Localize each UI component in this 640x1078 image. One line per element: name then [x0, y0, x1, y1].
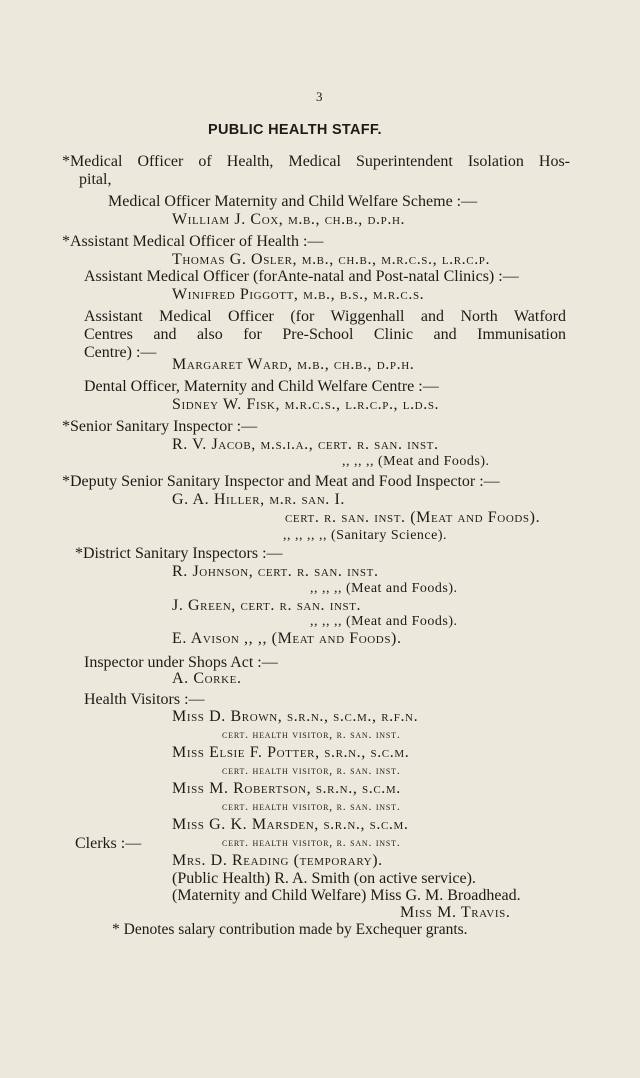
staff-qualification: ,, ,, ,, (Meat and Foods). — [342, 454, 490, 469]
staff-line: Dental Officer, Maternity and Child Welfare Centre :— — [84, 378, 439, 395]
staff-qualification: ,, ,, ,, ,, (Sanitary Science). — [283, 528, 448, 543]
staff-line: *Assistant Medical Officer of Health :— — [62, 233, 324, 250]
staff-qualification: cert. health visitor, r. san. inst. — [222, 765, 401, 777]
staff-line: (Public Health) R. A. Smith (on active service). — [172, 870, 476, 887]
staff-line: *District Sanitary Inspectors :— — [75, 545, 283, 562]
staff-name: Winifred Piggott, m.b., b.s., m.r.c.s. — [172, 286, 425, 303]
staff-qualification: cert. health visitor, r. san. inst. — [222, 837, 401, 849]
staff-qualification: cert. health visitor, r. san. inst. — [222, 729, 401, 741]
staff-name: Miss D. Brown, s.r.n., s.c.m., r.f.n. — [172, 708, 419, 725]
staff-name: J. Green, cert. r. san. inst. — [172, 597, 362, 614]
staff-name: William J. Cox, m.b., ch.b., d.p.h. — [172, 211, 406, 228]
staff-name: G. A. Hiller, m.r. san. I. — [172, 491, 345, 508]
staff-line: Assistant Medical Officer (forAnte-natal and Post-natal Clinics) :— — [84, 268, 519, 285]
staff-qualification: cert. health visitor, r. san. inst. — [222, 801, 401, 813]
staff-name: Miss Elsie F. Potter, s.r.n., s.c.m. — [172, 744, 410, 761]
staff-name: A. Corke. — [172, 670, 242, 687]
staff-name: Mrs. D. Reading (temporary). — [172, 852, 383, 869]
staff-line: *Deputy Senior Sanitary Inspector and Meat and Food Inspector :— — [62, 473, 500, 490]
staff-name: R. V. Jacob, m.s.i.a., cert. r. san. inst. — [172, 436, 439, 453]
staff-line: (Maternity and Child Welfare) Miss G. M. Broadhead. — [172, 887, 521, 904]
staff-name: Miss G. K. Marsden, s.r.n., s.c.m. — [172, 816, 409, 833]
staff-name: Sidney W. Fisk, m.r.c.s., l.r.c.p., l.d.s. — [172, 396, 440, 413]
staff-line: Assistant Medical Officer (for Wiggenhall and North Watford — [84, 308, 566, 325]
staff-line: Centre) :— — [84, 344, 157, 361]
staff-line: Health Visitors :— — [84, 691, 205, 708]
staff-name: Miss M. Robertson, s.r.n., s.c.m. — [172, 780, 401, 797]
page-title: PUBLIC HEALTH STAFF. — [208, 122, 382, 138]
staff-name: Thomas G. Osler, m.b., ch.b., m.r.c.s., l.r.c.p. — [172, 251, 491, 268]
page-number: 3 — [316, 89, 323, 104]
staff-qualification: cert. r. san. inst. (Meat and Foods). — [285, 509, 541, 526]
staff-name: Miss M. Travis. — [400, 904, 511, 921]
staff-line: Inspector under Shops Act :— — [84, 654, 278, 671]
staff-qualification: ,, ,, ,, (Meat and Foods). — [310, 614, 458, 629]
staff-line: *Senior Sanitary Inspector :— — [62, 418, 258, 435]
staff-name: Margaret Ward, m.b., ch.b., d.p.h. — [172, 356, 415, 373]
footnote: * Denotes salary contribution made by Exchequer grants. — [112, 921, 468, 938]
staff-line: pital, — [79, 171, 112, 188]
staff-line: Medical Officer Maternity and Child Welfare Scheme :— — [108, 193, 478, 210]
staff-qualification: ,, ,, ,, (Meat and Foods). — [310, 581, 458, 596]
staff-name: E. Avison ,, ,, (Meat and Foods). — [172, 630, 402, 647]
staff-line: Centres and also for Pre-School Clinic and Immunisation — [84, 326, 566, 343]
staff-name: R. Johnson, cert. r. san. inst. — [172, 563, 379, 580]
staff-line: Clerks :— — [75, 835, 142, 852]
staff-line: *Medical Officer of Health, Medical Superintendent Isolation Hos- — [62, 153, 570, 170]
